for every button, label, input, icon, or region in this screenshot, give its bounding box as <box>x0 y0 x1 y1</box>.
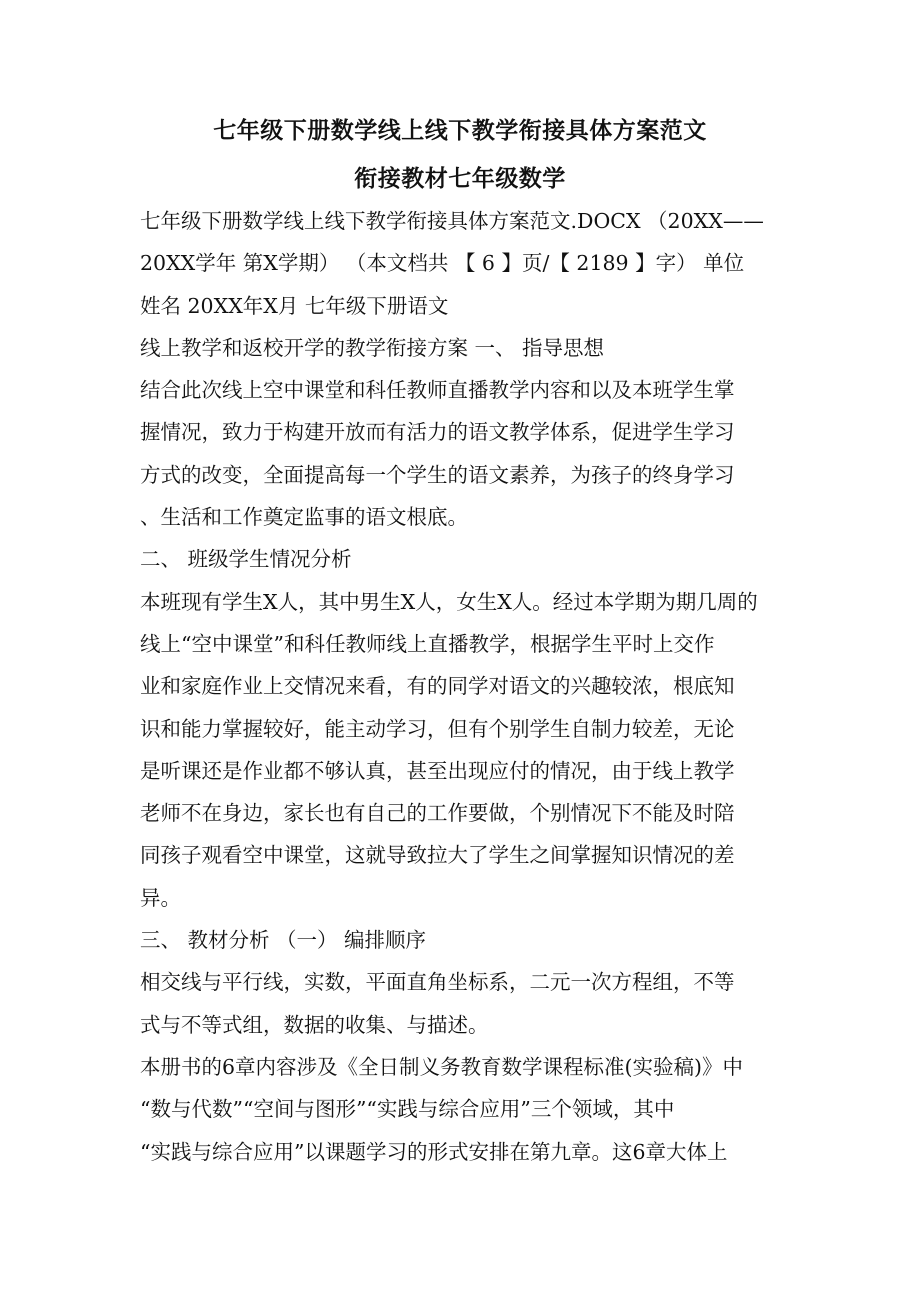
body-line: 式与不等式组，数据的收集、与描述。 <box>140 1012 489 1037</box>
body-line: 异。 <box>140 885 181 910</box>
body-line: 线上“空中课堂”和科任教师线上直播教学，根据学生平时上交作 <box>140 631 715 656</box>
body-line: 本册书的6章内容涉及《全日制义务教育数学课程标准(实验稿)》中 <box>140 1054 744 1079</box>
section-heading: 二、 班级学生情况分析 <box>140 547 352 572</box>
document-body <box>140 200 790 1173</box>
body-line: 七年级下册数学线上线下教学衔接具体方案范文.DOCX （20XX—— <box>140 209 764 233</box>
body-line: “实践与综合应用”以课题学习的形式安排在第九章。这6章大体上 <box>140 1139 728 1164</box>
body-line: 方式的改变，全面提高每一个学生的语文素养，为孩子的终身学习 <box>140 462 735 487</box>
document-title: 七年级下册数学线上线下教学衔接具体方案范文 <box>213 117 707 144</box>
section-heading: 三、 教材分析 （一） 编排顺序 <box>140 928 427 953</box>
body-line: 同孩子观看空中课堂，这就导致拉大了学生之间掌握知识情况的差 <box>140 843 735 868</box>
body-line: 业和家庭作业上交情况来看，有的同学对语文的兴趣较浓，根底知 <box>140 674 735 699</box>
section-heading: 线上教学和返校开学的教学衔接方案 一、 指导思想 <box>140 335 605 360</box>
body-line: 结合此次线上空中课堂和科任教师直播教学内容和以及本班学生掌 <box>140 378 735 403</box>
body-line: 握情况，致力于构建开放而有活力的语文教学体系，促进学生学习 <box>140 420 735 445</box>
body-line: 老师不在身边，家长也有自己的工作要做，个别情况下不能及时陪 <box>140 801 735 826</box>
body-line: “数与代数”“空间与图形”“实践与综合应用”三个领域，其中 <box>140 1097 675 1122</box>
document-subtitle: 衔接教材七年级数学 <box>354 165 566 192</box>
body-line: 20XX学年 第X学期） （本文档共 【 6 】页/【 2189 】字） 单位 <box>140 251 745 276</box>
body-line: 、生活和工作奠定监事的语文根底。 <box>140 505 468 530</box>
body-line: 识和能力掌握较好，能主动学习，但有个别学生自制力较差，无论 <box>140 716 735 741</box>
body-line: 本班现有学生X人，其中男生X人，女生X人。经过本学期为期几周的 <box>140 589 758 614</box>
body-line: 姓名 20XX年X月 七年级下册语文 <box>140 293 449 318</box>
body-line: 是听课还是作业都不够认真，甚至出现应付的情况，由于线上教学 <box>140 758 735 783</box>
body-line: 相交线与平行线，实数，平面直角坐标系，二元一次方程组，不等 <box>140 970 735 995</box>
